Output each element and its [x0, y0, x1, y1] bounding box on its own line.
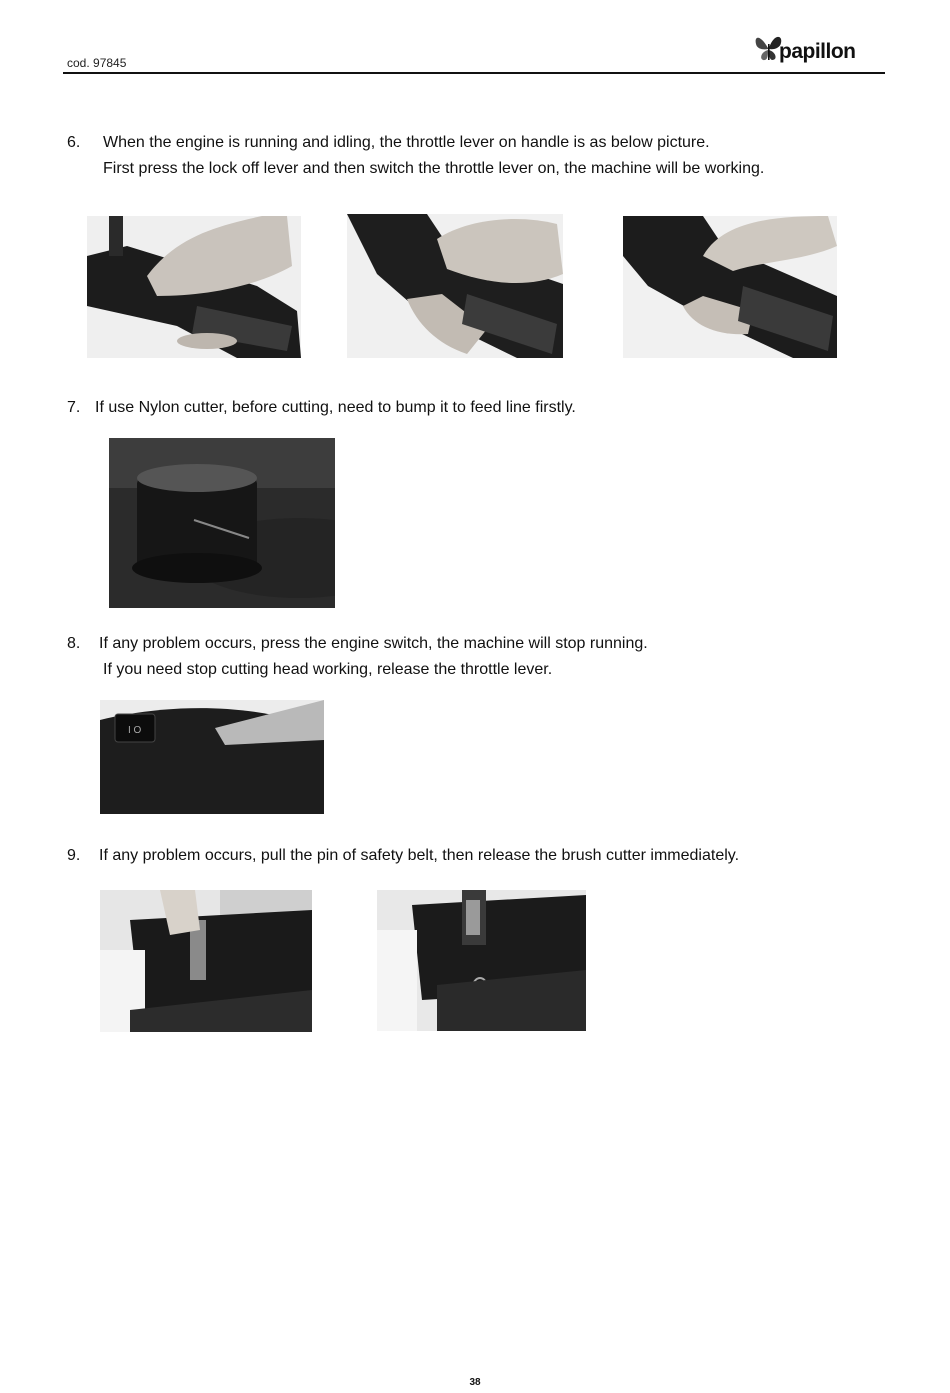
step-text-line: If use Nylon cutter, before cutting, need to bump it to feed line firstly. — [95, 399, 576, 416]
brand-logo — [754, 30, 874, 70]
handle-throttle-on-photo — [623, 216, 837, 358]
step-number: 8. — [67, 635, 81, 652]
safety-belt-pin-photo — [100, 890, 312, 1032]
step-text-line: First press the lock off lever and then switch the throttle lever on, the machine will be working. — [103, 160, 765, 177]
step-number: 6. — [67, 134, 81, 151]
step-number: 7. — [67, 399, 81, 416]
safety-belt-released-photo — [377, 890, 586, 1031]
step-6 — [67, 130, 887, 182]
step-text-line: If any problem occurs, press the engine switch, the machine will stop running. — [99, 635, 648, 652]
step-text-line: If you need stop cutting head working, release the throttle lever. — [103, 661, 553, 678]
step-number: 9. — [67, 847, 81, 864]
step-text-line: If any problem occurs, pull the pin of safety belt, then release the brush cutter immediately. — [99, 847, 740, 864]
handle-idle-photo — [87, 216, 301, 358]
nylon-cutter-head-photo — [109, 438, 335, 608]
header-divider — [63, 72, 885, 74]
step-7 — [67, 395, 887, 421]
svg-text:I O: I O — [128, 725, 142, 736]
engine-switch-photo — [100, 700, 324, 814]
brand-name: papillon — [779, 40, 856, 63]
page-number: 38 — [469, 1377, 481, 1388]
handle-lock-off-photo — [347, 214, 563, 358]
step-text-line: When the engine is running and idling, the throttle lever on handle is as below picture. — [103, 134, 710, 151]
step-8 — [67, 631, 887, 683]
step-9 — [67, 843, 887, 869]
document-code: cod. 97845 — [67, 56, 127, 70]
